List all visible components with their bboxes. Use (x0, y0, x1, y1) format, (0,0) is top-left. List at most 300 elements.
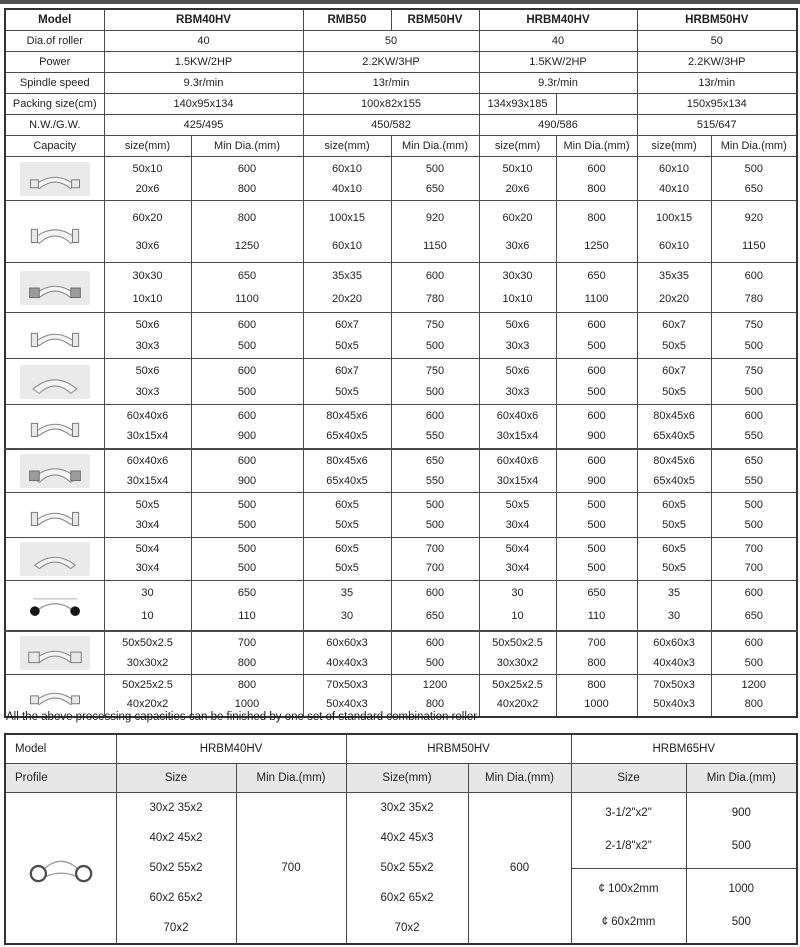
size-cell (637, 538, 711, 581)
size-cell (637, 493, 711, 538)
size-cell (104, 631, 191, 675)
row-label: Model (5, 9, 104, 31)
pipe-body-row (5, 793, 797, 869)
value-line: 1150 (423, 239, 447, 252)
spec-value: 100x82x155 (303, 94, 479, 115)
value-line: 30x3 (135, 339, 160, 352)
min-dia-cell (556, 581, 637, 631)
size-cell (637, 201, 711, 263)
value-line: 500 (237, 543, 257, 555)
model-name: HRBM50HV (637, 9, 797, 31)
value-line: 80x45x6 (326, 410, 368, 423)
column-header: Size (571, 764, 686, 793)
min-dia-cell (191, 359, 303, 405)
capacity-row (5, 493, 797, 538)
min-dia-cell: 600 (468, 793, 571, 945)
min-dia-cell (391, 581, 479, 631)
value-line: 30x2 35x2 (149, 802, 203, 814)
model-name: HRBM40HV (479, 9, 637, 31)
size-cell (104, 538, 191, 581)
size-cell (637, 157, 711, 201)
value-line: 10 (141, 610, 154, 623)
profile-icon-cell (5, 631, 104, 675)
value-line: 600 (587, 364, 606, 377)
min-dia-cell (711, 581, 797, 631)
spec-value: 425/495 (104, 115, 303, 136)
value-line: 30 (340, 610, 354, 623)
value-line: 750 (425, 364, 445, 377)
profile-icon-cell (5, 493, 104, 538)
size-cell (303, 538, 391, 581)
value-line: 40x10 (659, 182, 689, 195)
value-line: ¢ 60x2mm (601, 915, 656, 928)
value-line: 30x4 (505, 519, 530, 531)
value-line: 50x10 (502, 162, 533, 175)
capacity-row (5, 581, 797, 631)
min-dia-cell (711, 263, 797, 313)
spec-value: 490/586 (479, 115, 637, 136)
value-line: 700 (425, 562, 445, 574)
spindle_speed-row (5, 73, 797, 94)
value-line: 50x5 (662, 519, 686, 531)
value-line: 30x3 (505, 339, 530, 352)
column-header: size(mm) (104, 136, 191, 157)
size-cell (571, 868, 686, 944)
rect-tube-icon (20, 678, 90, 712)
size-cell (637, 449, 711, 493)
value-line: 60x60x3 (653, 636, 695, 649)
size-cell (104, 313, 191, 359)
value-line: 650 (425, 454, 445, 467)
value-line: 60x7 (335, 364, 359, 377)
column-header: Size(mm) (346, 764, 468, 793)
size-cell (104, 581, 191, 631)
value-line: 1100 (235, 292, 259, 305)
column-header: Min Dia.(mm) (391, 136, 479, 157)
capacity-row (5, 263, 797, 313)
column-header: Min Dia.(mm) (686, 764, 797, 793)
value-line: 750 (744, 318, 763, 331)
value-line: 750 (744, 364, 763, 377)
value-line: 500 (237, 562, 257, 574)
min-dia-cell (391, 313, 479, 359)
spec-value: 1.5KW/2HP (104, 52, 303, 73)
value-line: 700 (237, 636, 257, 649)
value-line: 500 (587, 499, 606, 511)
min-dia-cell (686, 793, 797, 869)
value-line: 50x4 (505, 543, 530, 555)
size-cell (303, 631, 391, 675)
value-line: 100x15 (328, 211, 366, 224)
value-line: 650 (425, 610, 445, 623)
value-line: 60x2 65x2 (380, 892, 434, 904)
value-line: 500 (237, 519, 257, 531)
value-line: 20x6 (505, 182, 530, 195)
value-line: 900 (237, 430, 257, 443)
channel-legs-in-icon (20, 454, 90, 488)
size-cell (479, 405, 556, 449)
value-line: 600 (237, 162, 257, 175)
value-line: 65x40x5 (653, 474, 695, 487)
value-line: 750 (425, 318, 445, 331)
value-line: 50x25x2.5 (122, 679, 173, 692)
power-row (5, 52, 797, 73)
capacity-row (5, 359, 797, 405)
min-dia-cell (191, 538, 303, 581)
value-line: 600 (744, 636, 763, 649)
value-line: 1100 (584, 292, 609, 305)
value-line: 80x45x6 (653, 454, 695, 467)
value-line: 600 (587, 318, 606, 331)
spec-value: 134x93x185 (479, 94, 556, 115)
min-dia-cell (711, 631, 797, 675)
value-line: 650 (237, 587, 257, 600)
size-cell (346, 793, 468, 945)
min-dia-cell (391, 201, 479, 263)
value-line: 40x40x3 (326, 656, 368, 669)
value-line: 500 (744, 339, 763, 352)
min-dia-cell (686, 868, 797, 944)
value-line: 40x2 45x2 (149, 832, 203, 844)
value-line: 700 (744, 543, 763, 555)
value-line: 800 (587, 656, 606, 669)
value-line: 60x5 (335, 543, 359, 555)
spec-value: 515/647 (637, 115, 797, 136)
value-line: 500 (587, 339, 606, 352)
size-cell (637, 405, 711, 449)
profile-icon-cell (5, 313, 104, 359)
value-line: 900 (237, 474, 257, 487)
spec-value-empty (556, 94, 637, 115)
spec-value: 2.2KW/3HP (637, 52, 797, 73)
value-line: 50x5 (662, 385, 686, 398)
column-header: Min Dia.(mm) (556, 136, 637, 157)
pipe-profile-icon (28, 875, 94, 887)
value-line: 70x2 (394, 922, 420, 934)
min-dia-cell (391, 405, 479, 449)
size-cell (637, 581, 711, 631)
size-cell (303, 313, 391, 359)
value-line: 40x20x2 (496, 698, 539, 711)
spec-value: 150x95x134 (637, 94, 797, 115)
profile-icon-cell (5, 157, 104, 201)
size-cell (479, 359, 556, 405)
value-line: 780 (744, 292, 763, 305)
flat-bar-icon (20, 542, 90, 576)
value-line: 600 (237, 364, 257, 377)
value-line: 60x60x3 (326, 636, 368, 649)
min-dia-cell (191, 449, 303, 493)
value-line: 650 (237, 269, 257, 282)
value-line: 500 (425, 519, 445, 531)
spec-value: 1.5KW/2HP (479, 52, 637, 73)
min-dia-cell (391, 631, 479, 675)
value-line: 65x40x5 (326, 474, 368, 487)
value-line: 920 (744, 211, 763, 224)
value-line: 40x2 45x3 (380, 832, 434, 844)
size-cell (479, 449, 556, 493)
spec-value: 9.3r/min (104, 73, 303, 94)
spec-value: 40 (104, 31, 303, 52)
model-name: HRBM40HV (116, 734, 346, 764)
size-cell (104, 405, 191, 449)
packing-size-row (5, 94, 797, 115)
min-dia-cell (391, 538, 479, 581)
profile-icon-cell (5, 263, 104, 313)
angle-steel-icon (20, 162, 90, 196)
model-name: HRBM65HV (571, 734, 797, 764)
value-line: 80x45x6 (326, 454, 368, 467)
value-line: 500 (744, 385, 763, 398)
value-line: 50x5 (505, 499, 530, 511)
min-dia-cell (556, 405, 637, 449)
min-dia-cell (711, 449, 797, 493)
value-line: 30x30 (132, 269, 163, 282)
value-line: 600 (237, 454, 257, 467)
value-line: 60x10 (332, 162, 362, 175)
note-text: All the above processing capacities can be finished by one set of standard combination roller (6, 711, 478, 723)
value-line: 900 (587, 474, 606, 487)
size-cell (479, 538, 556, 581)
column-header: size(mm) (303, 136, 391, 157)
size-cell (479, 581, 556, 631)
column-header: Min Dia.(mm) (191, 136, 303, 157)
pipe-profile-icon-cell (5, 793, 116, 945)
model-name: HRBM50HV (346, 734, 571, 764)
min-dia-cell (391, 359, 479, 405)
profile-icon-cell (5, 201, 104, 263)
value-line: 50x6 (135, 364, 160, 377)
value-line: 40x20x2 (126, 698, 169, 711)
value-line: 500 (744, 519, 763, 531)
min-dia-cell (711, 313, 797, 359)
value-line: 650 (587, 587, 606, 600)
value-line: 30x30x2 (496, 656, 539, 669)
column-header: Min Dia.(mm) (468, 764, 571, 793)
value-line: 60x7 (662, 318, 686, 331)
size-cell (479, 201, 556, 263)
value-line: 60x5 (662, 499, 686, 511)
value-line: 550 (425, 474, 445, 487)
min-dia-cell (556, 313, 637, 359)
value-line: 70x2 (163, 922, 189, 934)
size-cell (303, 201, 391, 263)
value-line: 50x40x3 (326, 698, 368, 711)
value-line: 800 (237, 679, 257, 692)
value-line: 600 (587, 410, 606, 423)
value-line: 500 (744, 499, 763, 511)
value-line: 920 (425, 211, 445, 224)
value-line: 30x3 (135, 385, 160, 398)
spec-value: 9.3r/min (479, 73, 637, 94)
size-cell (104, 157, 191, 201)
size-cell (104, 201, 191, 263)
min-dia-cell: 700 (236, 793, 346, 945)
value-line: 50x6 (135, 318, 160, 331)
capacity-row (5, 449, 797, 493)
value-line: 550 (425, 430, 445, 443)
value-line: 600 (237, 410, 257, 423)
value-line: 500 (237, 499, 257, 511)
row-label: Capacity (5, 136, 104, 157)
value-line: 30x4 (135, 562, 160, 574)
size-cell (637, 631, 711, 675)
value-line: 70x50x3 (326, 679, 368, 692)
capacity-row (5, 157, 797, 201)
value-line: 60x40x6 (496, 410, 539, 423)
spec-value: 50 (303, 31, 479, 52)
value-line: 50x50x2.5 (492, 636, 543, 649)
model-row (5, 9, 797, 31)
value-line: 500 (425, 385, 445, 398)
value-line: 550 (744, 430, 763, 443)
value-line: 1250 (234, 239, 260, 252)
machine-spec-table (4, 8, 798, 718)
min-dia-cell (556, 263, 637, 313)
profile-icon-cell (5, 405, 104, 449)
size-cell (303, 263, 391, 313)
value-line: 60x5 (335, 499, 359, 511)
value-line: 1000 (728, 882, 755, 895)
value-line: ¢ 100x2mm (598, 882, 659, 895)
size-cell (571, 793, 686, 869)
value-line: 650 (425, 182, 445, 195)
min-dia-cell (191, 313, 303, 359)
dia_of_roller-row (5, 31, 797, 52)
pipe-capacity-table (4, 733, 798, 945)
min-dia-cell (556, 631, 637, 675)
value-line: 60x20 (132, 211, 163, 224)
value-line: 35 (340, 587, 354, 600)
value-line: 500 (587, 385, 606, 398)
value-line: 800 (237, 656, 257, 669)
value-line: 700 (744, 562, 763, 574)
value-line: 50x5 (335, 562, 359, 574)
flat-bar-edgewise-icon (20, 365, 90, 399)
value-line: 50x10 (132, 162, 163, 175)
model-name: RMB50 (303, 9, 391, 31)
column-header: Min Dia.(mm) (711, 136, 797, 157)
value-line: 40x10 (332, 182, 362, 195)
row-label: Packing size(cm) (5, 94, 104, 115)
value-line: 50x6 (505, 318, 530, 331)
value-line: 40x40x3 (653, 656, 695, 669)
value-line: 30x15x4 (496, 474, 539, 487)
spec-value: 13r/min (637, 73, 797, 94)
value-line: 1000 (584, 698, 609, 711)
min-dia-cell (191, 493, 303, 538)
value-line: 30x15x4 (496, 430, 539, 443)
column-header: Size (116, 764, 236, 793)
min-dia-cell (391, 449, 479, 493)
value-line: 60x40x6 (126, 454, 169, 467)
min-dia-cell (556, 538, 637, 581)
value-line: 700 (425, 543, 445, 555)
min-dia-cell (191, 405, 303, 449)
row-label: Spindle speed (5, 73, 104, 94)
value-line: 50x4 (135, 543, 160, 555)
value-line: 50x5 (335, 339, 359, 352)
nw-gw-row (5, 115, 797, 136)
value-line: 500 (587, 562, 606, 574)
value-line: 900 (587, 430, 606, 443)
value-line: 1000 (234, 698, 260, 711)
value-line: 30x6 (505, 239, 530, 252)
value-line: 30x2 35x2 (380, 802, 434, 814)
value-line: 650 (744, 610, 763, 623)
value-line: 500 (237, 339, 257, 352)
value-line: 60x7 (662, 364, 686, 377)
value-line: 60x20 (502, 211, 533, 224)
size-cell (303, 493, 391, 538)
size-cell (479, 157, 556, 201)
value-line: 60x2 65x2 (149, 892, 203, 904)
value-line: 1150 (741, 239, 766, 252)
min-dia-cell (191, 263, 303, 313)
value-line: 10x10 (132, 292, 163, 305)
value-line: 2-1/8"x2" (605, 840, 652, 853)
value-line: 50x25x2.5 (492, 679, 543, 692)
value-line: 30x4 (505, 562, 530, 574)
value-line: 50x40x3 (653, 698, 695, 711)
value-line: 65x40x5 (326, 430, 368, 443)
size-cell (479, 675, 556, 717)
profile-icon-cell (5, 538, 104, 581)
min-dia-cell (711, 359, 797, 405)
value-line: 600 (744, 587, 763, 600)
value-line: 700 (587, 636, 606, 649)
capacity-row (5, 538, 797, 581)
min-dia-cell (556, 359, 637, 405)
profile-icon-cell (5, 581, 104, 631)
min-dia-cell (556, 449, 637, 493)
size-cell (104, 263, 191, 313)
min-dia-cell (711, 405, 797, 449)
value-line: 30x3 (505, 385, 530, 398)
size-cell (479, 263, 556, 313)
size-cell (303, 581, 391, 631)
size-cell (479, 631, 556, 675)
size-cell (637, 313, 711, 359)
value-line: 900 (731, 807, 751, 820)
min-dia-cell (711, 201, 797, 263)
value-line: 500 (731, 915, 751, 928)
min-dia-cell (391, 263, 479, 313)
spec-value: 140x95x134 (104, 94, 303, 115)
value-line: 800 (587, 679, 606, 692)
min-dia-cell (391, 157, 479, 201)
value-line: 50x5 (662, 339, 686, 352)
value-line: 30x6 (135, 239, 160, 252)
value-line: 70x50x3 (653, 679, 695, 692)
size-cell (104, 493, 191, 538)
value-line: 20x20 (659, 292, 689, 305)
pipe-header-row (5, 764, 797, 793)
row-label: Dia.of roller (5, 31, 104, 52)
row-label: N.W./G.W. (5, 115, 104, 136)
value-line: 600 (425, 636, 445, 649)
row-label: Profile (5, 764, 116, 793)
model-name: RBM50HV (391, 9, 479, 31)
value-line: 30x15x4 (126, 474, 169, 487)
value-line: 500 (587, 519, 606, 531)
round-bar-icon (20, 588, 90, 622)
value-line: 100x15 (655, 211, 693, 224)
spec-value: 2.2KW/3HP (303, 52, 479, 73)
min-dia-cell (711, 493, 797, 538)
size-cell (479, 313, 556, 359)
channel-legs-out-icon (20, 409, 90, 443)
